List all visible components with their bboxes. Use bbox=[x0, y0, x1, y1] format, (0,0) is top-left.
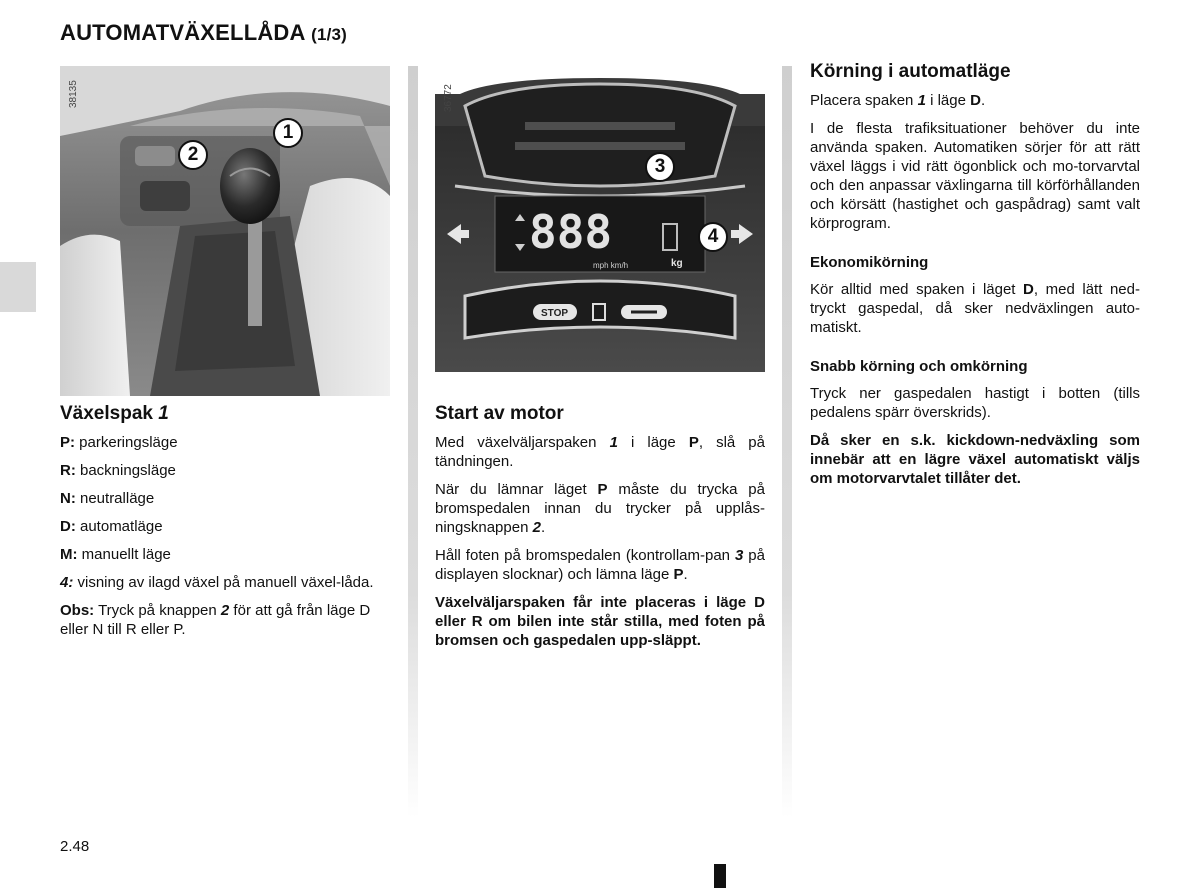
automatic-driving-para-2: I de flesta trafiksituationer behöver du inte använda spaken. Automatiken sörjer för att rätt växel läggs i vid rätt ögonblick och mo-torvarvtal och den anpassar växlingarna till körförhållanden och körsätt (hastighet och gaspådrag) samt valt körprogram. bbox=[810, 120, 1140, 232]
kickdown-note: Då sker en s.k. kickdown-nedväxling som innebär att en lägre växel automatiskt väljs om motorvarvtalet tillåter det. bbox=[810, 432, 1140, 487]
column-engine-start bbox=[435, 404, 765, 659]
engine-start-para-2: När du lämnar läget P måste du trycka på bromspedalen innan du trycker på upplås-ningsknappen 2. bbox=[435, 481, 765, 536]
crop-mark bbox=[714, 864, 726, 888]
fast-driving-para: Tryck ner gaspedalen hastigt i botten (tills pedalens spärr överskrids). bbox=[810, 385, 1140, 421]
automatic-driving-para-1: Placera spaken 1 i läge D. bbox=[810, 92, 986, 109]
gear-lever-illustration bbox=[60, 66, 390, 396]
column-gear-lever bbox=[60, 404, 390, 648]
engine-start-para-3: Håll foten på bromspedalen (kontrollam-pan 3 på displayen slocknar) och lämna läge P. bbox=[435, 547, 765, 583]
eco-driving-heading: Ekonomikörning bbox=[810, 254, 929, 271]
callout-3: 3 bbox=[645, 152, 675, 182]
automatic-driving-heading: Körning i automatläge bbox=[810, 61, 1011, 82]
legend-item-r: R: backningsläge bbox=[60, 462, 176, 479]
column-divider-right bbox=[782, 66, 792, 818]
engine-start-para-1: Med växelväljarspaken 1 i läge P, slå på tändningen. bbox=[435, 434, 765, 470]
figure-id-38135: 38135 bbox=[68, 80, 79, 108]
figure-id-36772: 36772 bbox=[443, 84, 454, 112]
engine-start-heading: Start av motor bbox=[435, 403, 564, 424]
instrument-cluster-photo bbox=[435, 66, 765, 372]
instrument-cluster-illustration bbox=[435, 66, 765, 372]
legend-item-p: P: parkeringsläge bbox=[60, 434, 178, 451]
stop-indicator-label: STOP bbox=[541, 308, 569, 319]
eco-driving-para: Kör alltid med spaken i läget D, med lätt ned-tryckt gaspedal, då sker nedväxlingen auto-matiskt. bbox=[810, 281, 1140, 336]
chapter-tab bbox=[0, 262, 36, 312]
engine-start-warning: Växelväljarspaken får inte placeras i läge D eller R om bilen inte står stilla, med foten på bromsen och gaspedalen upp-släppt. bbox=[435, 594, 765, 649]
column-divider-left bbox=[408, 66, 418, 818]
gear-lever-heading: Växelspak 1 bbox=[60, 403, 169, 424]
gear-lever-photo bbox=[60, 66, 390, 396]
legend-item-n: N: neutralläge bbox=[60, 490, 155, 507]
digital-speed-readout: 888 bbox=[529, 205, 613, 259]
legend-item-m: M: manuellt läge bbox=[60, 546, 171, 563]
speed-units-label: mph km/h bbox=[593, 261, 629, 270]
fast-driving-heading: Snabb körning och omkörning bbox=[810, 358, 1028, 375]
page-title: AUTOMATVÄXELLÅDA (1/3) bbox=[60, 20, 348, 45]
page-number: 2.48 bbox=[60, 838, 90, 855]
callout-4: 4 bbox=[698, 222, 728, 252]
column-automatic-driving bbox=[810, 62, 1140, 497]
obs-note: Obs: Tryck på knappen 2 för att gå från läge D eller N till R eller P. bbox=[60, 602, 371, 638]
kg-label: kg bbox=[671, 258, 683, 269]
legend-item-d: D: automatläge bbox=[60, 518, 163, 535]
callout-1: 1 bbox=[273, 118, 303, 148]
page-title-part: (1/3) bbox=[311, 25, 348, 44]
callout-2: 2 bbox=[178, 140, 208, 170]
legend-item-4: 4: visning av ilagd växel på manuell växel-låda. bbox=[60, 574, 374, 591]
